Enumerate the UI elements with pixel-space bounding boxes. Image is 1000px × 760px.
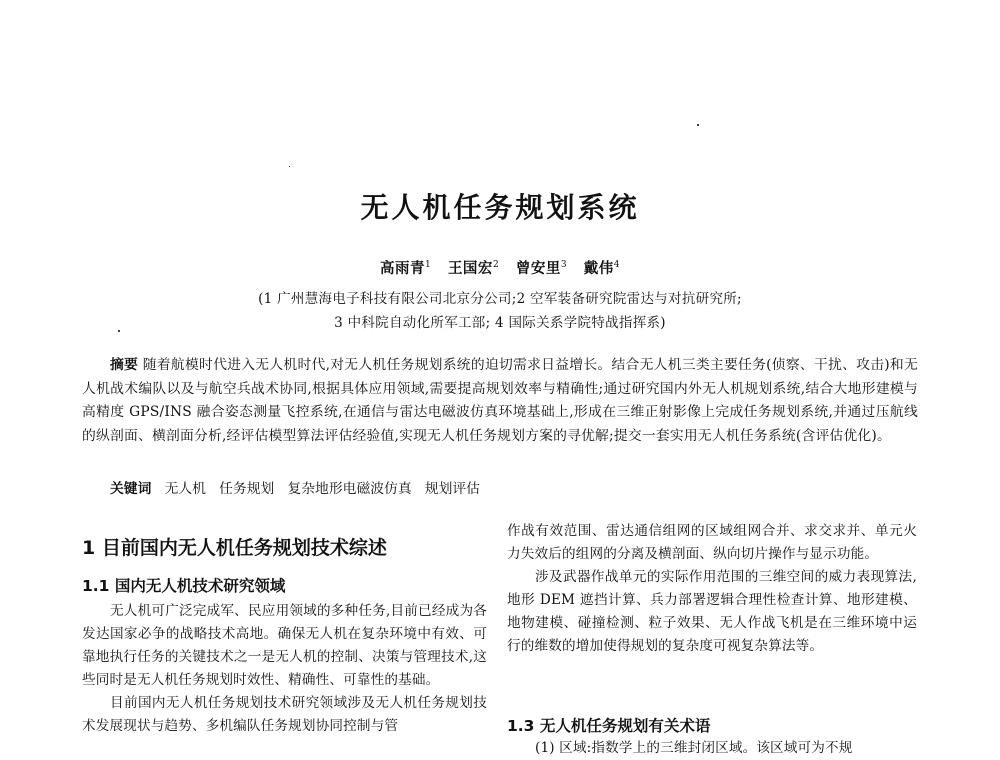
body-paragraph: 作战有效范围、雷达通信组网的区域组网合并、求交求并、单元火力失效后的组网的分离及横剖面、纵向切片操作与显示功能。 [507,523,917,562]
body-paragraph: 目前国内无人机任务规划技术研究领域涉及无人机任务规划技术发展现状与趋势、多机编队任务规划协同控制与管 [82,695,487,734]
right-column [507,520,917,658]
paper-title: 无人机任务规划系统 [360,191,640,224]
body-paragraph: 涉及武器作战单元的实际作用范围的三维空间的威力表现算法,地形 DEM 遮挡计算、兵力部署逻辑合理性检查计算、地形建模、地物建模、碰撞检测、粒子效果、无人作战飞机是在三维环境中运行的维数的增加使得规划的复杂度可视复杂算法等。 [507,569,917,654]
author-name: 曾安里 [515,260,561,277]
body-paragraph: 无人机可广泛完成军、民应用领域的多种任务,目前已经成为各发达国家必争的战略技术高地。确保无人机在复杂环境中有效、可靠地执行任务的关键技术之一是无人机的控制、决策与管理技术,这些同时是无人机任务规划时效性、精确性、可靠性的基础。 [82,603,487,688]
author-affiliation-mark: 2 [492,260,500,271]
keywords-label: 关键词 [110,481,152,497]
author-name: 高雨青 [380,260,426,277]
subsection-heading: 1.3 无人机任务规划有关术语 [507,717,711,735]
author-affiliation-mark: 4 [613,260,620,271]
scan-speck [289,166,290,167]
left-column [82,600,487,738]
right-column-continued [507,737,917,760]
abstract-label: 摘要 [110,357,139,373]
author-name: 戴伟 [583,260,614,277]
keywords-text: 无人机 任务规划 复杂地形电磁波仿真 规划评估 [164,481,480,497]
keywords [110,477,480,497]
affiliation-line: 3 中科院自动化所军工部; 4 国际关系学院特战指挥系) [334,315,666,331]
body-paragraph: (1) 区域:指数学上的三维封闭区域。该区域可为不规 [535,740,853,756]
section-heading: 1 目前国内无人机任务规划技术综述 [82,537,387,559]
author-name: 王国宏 [447,260,493,277]
scan-speck [697,124,699,126]
author-affiliation-mark: 3 [560,260,568,271]
affiliation-line: (1 广州慧海电子科技有限公司北京分公司;2 空军装备研究院雷达与对抗研究所; [258,291,742,307]
subsection-heading: 1.1 国内无人机技术研究领域 [82,577,286,595]
abstract [82,354,918,448]
abstract-text: 随着航模时代进入无人机时代,对无人机任务规划系统的迫切需求日益增长。结合无人机三类主要任务(侦察、干扰、攻击)和无人机战术编队以及与航空兵战术协同,根据具体应用领域,需要提高规划效率与精确性;通过研究国内外无人机规划系统,结合大地形建模与高精度 GPS/INS 融合姿态测量飞控系统,在通信与雷达电磁波仿真环境基础上,形成在三维正射影像上完成任务规划系统,并通过压航线的纵剖面、横剖面分析,经评估模型算法评估经验值,实现无人机任务规划方案的寻优解;提交一套实用无人机任务系统(含评估优化)。 [82,357,918,444]
author-affiliation-mark: 1 [425,260,432,271]
author-list [0,257,1000,278]
